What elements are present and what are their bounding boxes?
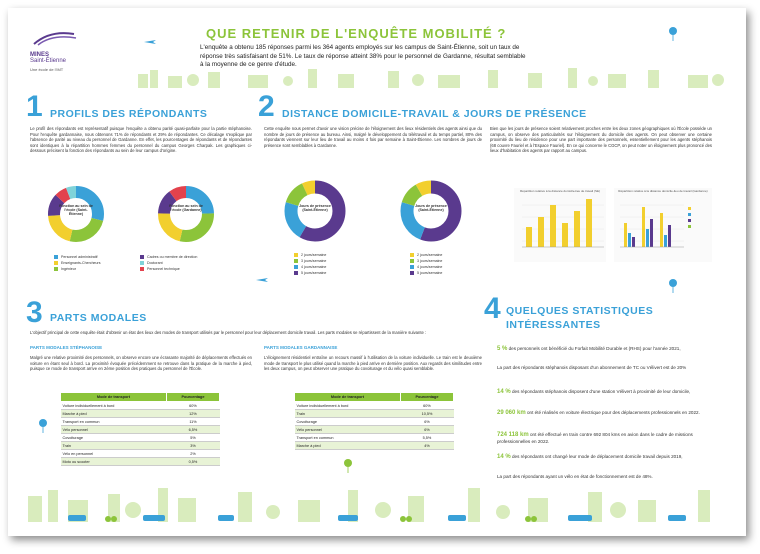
table-cell-percentage: 60% bbox=[400, 402, 453, 410]
legend-label: 4 jours/semaine bbox=[417, 265, 443, 269]
stat-item bbox=[497, 365, 712, 372]
table-row bbox=[295, 410, 454, 418]
plane-icon bbox=[144, 38, 156, 46]
table-row bbox=[61, 442, 220, 450]
stat-text: des répondants stéphanois disposent d'une station Vélivert à proximité de leur domicile, bbox=[511, 389, 691, 394]
legend-swatch bbox=[294, 253, 298, 257]
modal-share-table-gardanne bbox=[294, 392, 454, 450]
table-header: Mode de transport bbox=[61, 393, 167, 402]
table-cell-percentage: 6,5% bbox=[166, 426, 219, 434]
section2-title: DISTANCE DOMICILE-TRAVAIL & JOURS DE PRÉSENCE bbox=[282, 108, 587, 120]
legend-swatch bbox=[294, 265, 298, 269]
stat-highlight: 14 % bbox=[497, 454, 511, 460]
table-cell-mode: Train bbox=[61, 442, 167, 450]
donut2-center-label: Fonction au sein de l'école (Gardanne) bbox=[169, 204, 203, 212]
distance-chart-se-bars bbox=[514, 193, 606, 259]
donut3-center-label: Jours de présence (Saint-Étienne) bbox=[299, 204, 331, 212]
table-cell-mode: Marche à pied bbox=[295, 442, 401, 450]
logo-brand: MINES bbox=[30, 52, 50, 58]
table-cell-mode: Covoiturage bbox=[295, 418, 401, 426]
legend-label: 5 jours/semaine bbox=[417, 271, 443, 275]
table-cell-mode: Vélo en personnel bbox=[61, 450, 167, 458]
stat-text: des répondants ont changé leur mode de déplacement domicile travail depuis 2019, bbox=[511, 454, 683, 459]
legend-label: Ingénieur bbox=[61, 267, 76, 271]
distance-chart-se-title: Répartition relative à la distance domicile-lieu de travail (SE) bbox=[519, 189, 601, 193]
section2-number: 2 bbox=[258, 90, 275, 123]
plane-icon bbox=[256, 276, 268, 284]
legend-label: Enseignants-Chercheurs bbox=[61, 261, 101, 265]
table-cell-percentage: 0,5% bbox=[166, 458, 219, 466]
table-cell-mode: Train bbox=[295, 410, 401, 418]
section2-legend-right bbox=[410, 252, 490, 276]
stat-text: La part des répondants ayant un vélo en état de fonctionnement est de 48%. bbox=[497, 474, 653, 479]
section3-left-text: Malgré une relative proximité des personnels, on observe encore une écrasante majorité de déplacements effectués en voiture en étant seul à bord. La proximité évoquée précédemment se retrouve dans la pratique de la marche à pied, puisque ce mode de transport arrive en 2ème position des pratiques du personnel de l'École. bbox=[30, 355, 252, 372]
logo-school: Saint-Étienne bbox=[30, 58, 67, 64]
table-row bbox=[295, 434, 454, 442]
legend-swatch bbox=[140, 267, 144, 271]
table-row bbox=[61, 418, 220, 426]
stat-item bbox=[497, 410, 712, 417]
table-cell-mode: Transport en commun bbox=[61, 418, 167, 426]
stat-text: des personnels ont bénéficié du Forfait Mobilité Durable et (RHS) pour l'année 2021, bbox=[508, 346, 681, 351]
legend-swatch bbox=[294, 271, 298, 275]
table-row bbox=[61, 402, 220, 410]
balloon-icon bbox=[668, 26, 678, 42]
table-header: Pourcentage bbox=[400, 393, 453, 402]
balloon-icon bbox=[343, 458, 353, 474]
intro-text: L'enquête a obtenu 185 réponses parmi les 364 agents employés sur les campus de Saint-Étienne, soit un taux de réponse très satisfaisant de 51%. Le taux de réponse atteint 38% pour le personnel de Gardanne, résultat semblable à la moyenne de ce genre d'étude. bbox=[200, 44, 526, 69]
section3-right-text: L'éloignement résidentiel entraîne un recours massif à l'utilisation de la voiture individuelle. Le train est le deuxième mode de transport le plus utilisé quand la marche à pied arrive en dernière position. Aux regards des similitudes entre les deux campus, on peut observer une pratique du covoiturage et du vélo quasi semblable. bbox=[264, 355, 482, 372]
table-cell-mode: Marche à pied bbox=[61, 410, 167, 418]
legend-label: Doctorant bbox=[147, 261, 163, 265]
section2-text-right: Bien que les jours de présence soient relativement proches entre les deux zones géographiques où l'École possède un campus, on observe des particularités sur l'éloignement du domicile des agents. On peut observer une certaine proximité du lieu de résidence pour une part importante des personnels, essentiellement pour les agents stéphanois (68 couvre Fauriel et à l'Espace Fauriel). En ce qui concerne le CGCP, on peut noter un éloignement plus prononcé des lieux d'habitation des agents par rapport au campus. bbox=[490, 126, 712, 154]
donut1-center-label: Fonction au sein de l'école (Saint-Étienne) bbox=[59, 204, 93, 216]
legend-label: 2 jours/semaine bbox=[301, 253, 327, 257]
city-skyline-bottom bbox=[8, 482, 746, 522]
section3-left-heading: PARTS MODALES STÉPHANOISE bbox=[30, 345, 103, 350]
table-cell-percentage: 12% bbox=[166, 410, 219, 418]
table-row bbox=[61, 450, 220, 458]
balloon-icon bbox=[38, 418, 48, 434]
legend-swatch bbox=[410, 271, 414, 275]
table-cell-percentage: 6% bbox=[400, 426, 453, 434]
stat-highlight: 14 % bbox=[497, 389, 511, 395]
stat-item bbox=[497, 389, 712, 396]
section4-number: 4 bbox=[484, 292, 501, 325]
legend-label: Personnel administratif bbox=[61, 255, 98, 259]
poster-title: QUE RETENIR DE L'ENQUÊTE MOBILITÉ ? bbox=[206, 26, 507, 41]
table-cell-mode: Vélo personnel bbox=[61, 426, 167, 434]
legend-label: 3 jours/semaine bbox=[417, 259, 443, 263]
legend-label: Personnel technique bbox=[147, 267, 180, 271]
legend-swatch bbox=[54, 267, 58, 271]
table-cell-percentage: 5% bbox=[166, 434, 219, 442]
section1-number: 1 bbox=[26, 90, 43, 123]
table-cell-percentage: 4% bbox=[400, 442, 453, 450]
stat-highlight: 5 % bbox=[497, 346, 508, 352]
section2-legend-left bbox=[294, 252, 374, 276]
table-row bbox=[61, 410, 220, 418]
section1-legend-left bbox=[54, 254, 144, 272]
section2-text-left: Cette enquête nous permet d'avoir une vision précise de l'éloignement des lieux résidentiels des agents ainsi que du nombre de jours de présence au bureau. Ainsi, malgré le développement du télétravail et du temps partiel, 80% des répondants viennent sur leur lieu de travail au moins 4 fois par semaine à Saint-Étienne. Les nombres de jours de présence sont semblables à Gardanne. bbox=[264, 126, 482, 148]
table-header: Mode de transport bbox=[295, 393, 401, 402]
modal-share-table-se bbox=[60, 392, 220, 466]
table-row bbox=[295, 442, 454, 450]
table-cell-mode: Covoiturage bbox=[61, 434, 167, 442]
table-row bbox=[61, 458, 220, 466]
distance-chart-se bbox=[514, 188, 606, 262]
table-cell-percentage: 10,5% bbox=[400, 410, 453, 418]
mines-logo-mark-icon bbox=[30, 30, 78, 46]
section3-number: 3 bbox=[26, 296, 43, 329]
balloon-icon bbox=[668, 278, 678, 294]
table-row bbox=[295, 418, 454, 426]
table-row bbox=[61, 434, 220, 442]
legend-swatch bbox=[140, 261, 144, 265]
mines-logo bbox=[30, 30, 100, 72]
legend-swatch bbox=[54, 261, 58, 265]
legend-swatch bbox=[294, 259, 298, 263]
table-cell-mode: Moto ou scooter bbox=[61, 458, 167, 466]
legend-swatch bbox=[410, 253, 414, 257]
legend-item bbox=[54, 266, 144, 272]
legend-label: 4 jours/semaine bbox=[301, 265, 327, 269]
table-row bbox=[61, 426, 220, 434]
table-cell-mode: Voiture individuellement à bord bbox=[295, 402, 401, 410]
legend-swatch bbox=[54, 255, 58, 259]
stat-item bbox=[497, 454, 712, 461]
legend-item bbox=[410, 270, 490, 276]
table-cell-percentage: 2% bbox=[166, 450, 219, 458]
stat-item bbox=[497, 346, 712, 353]
table-cell-mode: Transport en commun bbox=[295, 434, 401, 442]
legend-label: Cadres ou membre de direction bbox=[147, 255, 198, 259]
section4-title: QUELQUES STATISTIQUES INTÉRESSANTES bbox=[506, 305, 654, 331]
legend-item bbox=[294, 270, 374, 276]
section1-legend-right bbox=[140, 254, 230, 272]
donut-chart-function-gardanne bbox=[156, 184, 216, 244]
stat-item bbox=[497, 474, 712, 481]
logo-tagline: Une école de l'IMT bbox=[30, 67, 64, 72]
section1-title: PROFILS DES RÉPONDANTS bbox=[50, 108, 208, 120]
stat-highlight: 724 118 km bbox=[497, 432, 529, 438]
stat-text: La part des répondants stéphanois disposant d'un abonnement de TC ou Vélivert est de 20% bbox=[497, 365, 687, 370]
legend-item bbox=[140, 266, 230, 272]
table-cell-percentage: 3% bbox=[166, 442, 219, 450]
section3-text: L'objectif principal de cette enquête était d'obtenir un état des lieux des modes de transport utilisés par le personnel pour leur déplacement domicile travail. Les parts modales se répartissent de la manière suivante : bbox=[30, 330, 427, 335]
stat-item bbox=[497, 432, 712, 445]
table-cell-percentage: 60% bbox=[166, 402, 219, 410]
legend-swatch bbox=[410, 259, 414, 263]
poster-sheet bbox=[8, 8, 746, 536]
table-cell-mode: Voiture individuellement à bord bbox=[61, 402, 167, 410]
stat-text: ont été réalisés en voiture électrique pour des déplacements professionnels en 2022. bbox=[526, 410, 700, 415]
legend-swatch bbox=[140, 255, 144, 259]
table-cell-percentage: 5,5% bbox=[400, 434, 453, 442]
table-row bbox=[295, 426, 454, 434]
table-header: Pourcentage bbox=[166, 393, 219, 402]
legend-label: 3 jours/semaine bbox=[301, 259, 327, 263]
distance-chart-gardanne bbox=[614, 188, 712, 262]
table-cell-mode: Vélo personnel bbox=[295, 426, 401, 434]
donut4-center-label: Jours de présence (Saint-Étienne) bbox=[415, 204, 447, 212]
section1-text: Le profil des répondants est représentatif puisque l'enquête a obtenu parité quasi-parfaite pour la partie stéphanoise. Pour l'enquête gardannaise, nous obtenons 71% de répondants et 29% de répondantes. Ce décalage s'explique par l'absence de parité au niveau du personnel de Gardanne. En effet, les pourcentages de répondants et de répondantes sont identiques à la répartition hommes femmes du personnel du campus Georges Charpak. Les graphiques ci-dessous précisent la fonction des répondants au sein de leur campus d'origine. bbox=[30, 126, 252, 154]
section3-title: PARTS MODALES bbox=[50, 312, 147, 324]
section3-right-heading: PARTS MODALES GARDANNAISE bbox=[264, 345, 338, 350]
distance-chart-gardanne-title: Répartition relative à la distance domicile-lieu de travail (Gardanne) bbox=[618, 189, 708, 193]
stat-text: ont été effectué en train contre 692 804 kms en avion dans le cadre de missions professionnelles en 2022. bbox=[497, 432, 693, 444]
legend-swatch bbox=[410, 265, 414, 269]
stat-highlight: 29 060 km bbox=[497, 410, 526, 416]
table-cell-percentage: 6% bbox=[400, 418, 453, 426]
distance-chart-gardanne-bars bbox=[614, 193, 712, 259]
table-row bbox=[295, 402, 454, 410]
legend-label: 5 jours/semaine bbox=[301, 271, 327, 275]
table-cell-percentage: 11% bbox=[166, 418, 219, 426]
legend-label: 2 jours/semaine bbox=[417, 253, 443, 257]
